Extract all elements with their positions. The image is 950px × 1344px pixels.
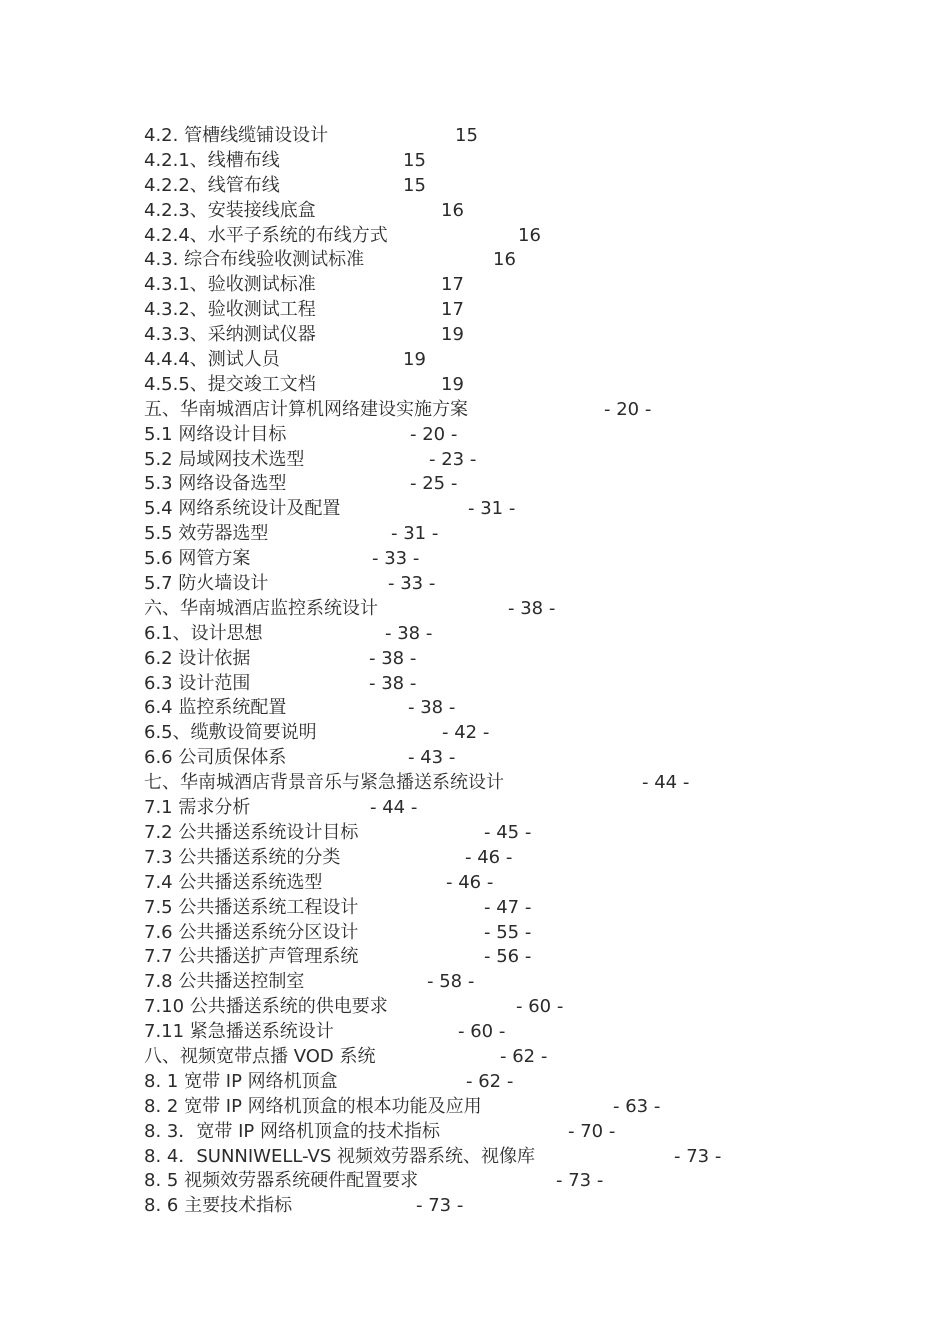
toc-entry	[144, 970, 844, 995]
toc-entry	[144, 472, 844, 497]
toc-entry-page: 16	[441, 199, 464, 221]
toc-entry-page: - 62 -	[500, 1045, 548, 1067]
toc-entry-title: 5.3 网络设备选型	[144, 473, 287, 495]
toc-entry-page: 15	[403, 149, 426, 171]
toc-entry-title: 4.5.5、提交竣工文档	[144, 373, 316, 395]
toc-entry-title: 5.1 网络设计目标	[144, 423, 287, 445]
toc-entry-title: 4.3.1、验收测试标准	[144, 274, 316, 296]
toc-entry-page: - 46 -	[465, 846, 513, 868]
toc-entry-page: - 38 -	[369, 647, 417, 669]
toc-entry-title: 4.2. 管槽线缆铺设设计	[144, 125, 329, 146]
toc-entry-title: 4.2.4、水平子系统的布线方式	[144, 224, 388, 246]
toc-entry-title: 4.2.2、线管布线	[144, 174, 280, 196]
toc-entry	[144, 871, 844, 896]
toc-entry-title: 7.3 公共播送系统的分类	[144, 846, 341, 868]
toc-entry-page: - 42 -	[442, 722, 490, 744]
toc-entry-page: - 33 -	[372, 548, 420, 570]
toc-entry-title: 8. 3．宽带 IP 网络机顶盒的技术指标	[144, 1120, 440, 1142]
toc-entry-page: - 60 -	[458, 1021, 506, 1043]
toc-entry	[144, 174, 844, 199]
toc-entry	[144, 597, 844, 622]
toc-entry	[144, 224, 844, 249]
toc-entry	[144, 846, 844, 871]
toc-entry-page: - 70 -	[568, 1120, 616, 1142]
toc-entry-page: 16	[493, 249, 516, 271]
toc-entry-page: - 60 -	[516, 996, 564, 1018]
toc-entry	[144, 771, 844, 796]
toc-entry	[144, 522, 844, 547]
toc-entry	[144, 547, 844, 572]
toc-entry-title: 7.7 公共播送扩声管理系统	[144, 946, 359, 968]
toc-entry-title: 8. 1 宽带 IP 网络机顶盒	[144, 1070, 338, 1092]
toc-entry-title: 5.4 网络系统设计及配置	[144, 498, 341, 520]
toc-entry	[144, 1095, 844, 1120]
toc-entry-page: 16	[518, 224, 541, 246]
table-of-contents	[144, 124, 844, 1219]
toc-entry-title: 8. 2 宽带 IP 网络机顶盒的根本功能及应用	[144, 1095, 482, 1117]
toc-entry-page: - 56 -	[484, 946, 532, 968]
toc-entry	[144, 696, 844, 721]
toc-entry-title: 7.11 紧急播送系统设计	[144, 1021, 334, 1043]
toc-entry	[144, 1145, 844, 1170]
toc-entry-title: 4.2.3、安装接线底盒	[144, 199, 316, 221]
toc-entry-title: 5.6 网管方案	[144, 548, 251, 570]
toc-entry-title: 8. 4．SUNNIWELL-VS 视频效劳器系统、视像库	[144, 1145, 535, 1167]
toc-entry-title: 7.2 公共播送系统设计目标	[144, 821, 359, 843]
toc-entry	[144, 746, 844, 771]
toc-entry	[144, 423, 844, 448]
toc-entry-title: 7.4 公共播送系统选型	[144, 871, 323, 893]
toc-entry	[144, 298, 844, 323]
toc-entry	[144, 1020, 844, 1045]
toc-entry	[144, 348, 844, 373]
toc-entry	[144, 921, 844, 946]
toc-entry-page: - 73 -	[416, 1195, 464, 1217]
toc-entry-page: - 73 -	[674, 1145, 722, 1167]
toc-entry-page: - 20 -	[410, 423, 458, 445]
toc-entry-page: - 38 -	[385, 622, 433, 644]
toc-entry-title: 6.1、设计思想	[144, 622, 263, 644]
toc-entry-page: - 45 -	[484, 821, 532, 843]
toc-entry-page: 15	[403, 174, 426, 196]
toc-entry	[144, 622, 844, 647]
toc-entry	[144, 995, 844, 1020]
toc-entry	[144, 248, 844, 273]
toc-entry-title: 7.6 公共播送系统分区设计	[144, 921, 359, 943]
toc-entry-title: 4.3.3、采纳测试仪器	[144, 324, 316, 346]
toc-entry	[144, 1070, 844, 1095]
toc-entry	[144, 721, 844, 746]
toc-entry-title: 7.8 公共播送控制室	[144, 971, 305, 993]
toc-entry-title: 6.5、缆敷设简要说明	[144, 722, 317, 744]
toc-entry	[144, 821, 844, 846]
toc-entry-title: 八、视频宽带点播 VOD 系统	[144, 1045, 376, 1067]
toc-entry-page: 17	[441, 274, 464, 296]
toc-entry-title: 七、华南城酒店背景音乐与紧急播送系统设计	[144, 772, 504, 794]
toc-entry-title: 7.5 公共播送系统工程设计	[144, 896, 359, 918]
toc-entry	[144, 497, 844, 522]
toc-entry-title: 4.3.2、验收测试工程	[144, 299, 316, 321]
toc-entry-page: - 44 -	[642, 772, 690, 794]
toc-entry	[144, 373, 844, 398]
toc-entry	[144, 398, 844, 423]
toc-entry-title: 五、华南城酒店计算机网络建设实施方案	[144, 398, 468, 420]
toc-entry-page: - 44 -	[370, 797, 418, 819]
toc-entry-page: - 62 -	[466, 1070, 514, 1092]
toc-entry-title: 5.2 局域网技术选型	[144, 448, 305, 470]
toc-entry-page: 19	[441, 373, 464, 395]
toc-entry-page: - 47 -	[484, 896, 532, 918]
toc-entry-page: - 38 -	[508, 597, 556, 619]
toc-entry	[144, 1169, 844, 1194]
toc-entry-page: - 46 -	[446, 871, 494, 893]
toc-entry-title: 4.3. 综合布线验收测试标准	[144, 249, 365, 271]
toc-entry	[144, 572, 844, 597]
toc-entry-title: 6.2 设计依据	[144, 647, 251, 669]
toc-entry	[144, 647, 844, 672]
toc-entry-page: 19	[403, 349, 426, 371]
toc-entry-page: - 20 -	[604, 398, 652, 420]
toc-entry	[144, 124, 844, 149]
toc-entry-page: 17	[441, 299, 464, 321]
toc-entry	[144, 1120, 844, 1145]
toc-entry	[144, 448, 844, 473]
toc-entry	[144, 1045, 844, 1070]
toc-entry-page: 19	[441, 324, 464, 346]
toc-entry-title: 8. 5 视频效劳器系统硬件配置要求	[144, 1170, 419, 1192]
toc-entry-title: 7.1 需求分析	[144, 797, 251, 819]
toc-entry-title: 8. 6 主要技术指标	[144, 1195, 293, 1217]
toc-entry	[144, 273, 844, 298]
toc-entry-title: 4.4.4、测试人员	[144, 349, 280, 371]
toc-entry-page: - 43 -	[408, 747, 456, 769]
toc-entry-page: 15	[455, 125, 478, 146]
toc-entry-page: - 38 -	[408, 697, 456, 719]
toc-entry-page: - 33 -	[388, 573, 436, 595]
toc-entry-title: 5.5 效劳器选型	[144, 523, 269, 545]
toc-entry	[144, 199, 844, 224]
toc-entry-title: 6.4 监控系统配置	[144, 697, 287, 719]
toc-entry	[144, 945, 844, 970]
toc-entry-page: - 31 -	[468, 498, 516, 520]
toc-entry-page: - 38 -	[369, 672, 417, 694]
toc-entry	[144, 796, 844, 821]
toc-entry-title: 六、华南城酒店监控系统设计	[144, 597, 378, 619]
toc-entry-page: - 23 -	[429, 448, 477, 470]
toc-entry-page: - 31 -	[391, 523, 439, 545]
toc-entry-page: - 58 -	[427, 971, 475, 993]
toc-entry-title: 5.7 防火墙设计	[144, 573, 269, 595]
toc-entry-page: - 55 -	[484, 921, 532, 943]
toc-entry-page: - 25 -	[410, 473, 458, 495]
toc-entry-page: - 73 -	[556, 1170, 604, 1192]
toc-entry-title: 6.3 设计范围	[144, 672, 251, 694]
toc-entry	[144, 896, 844, 921]
toc-entry	[144, 672, 844, 697]
toc-entry-title: 6.6 公司质保体系	[144, 747, 287, 769]
toc-entry-title: 4.2.1、线槽布线	[144, 149, 280, 171]
toc-entry-title: 7.10 公共播送系统的供电要求	[144, 996, 388, 1018]
toc-entry	[144, 1194, 844, 1219]
toc-entry-page: - 63 -	[613, 1095, 661, 1117]
toc-entry	[144, 323, 844, 348]
toc-entry	[144, 149, 844, 174]
